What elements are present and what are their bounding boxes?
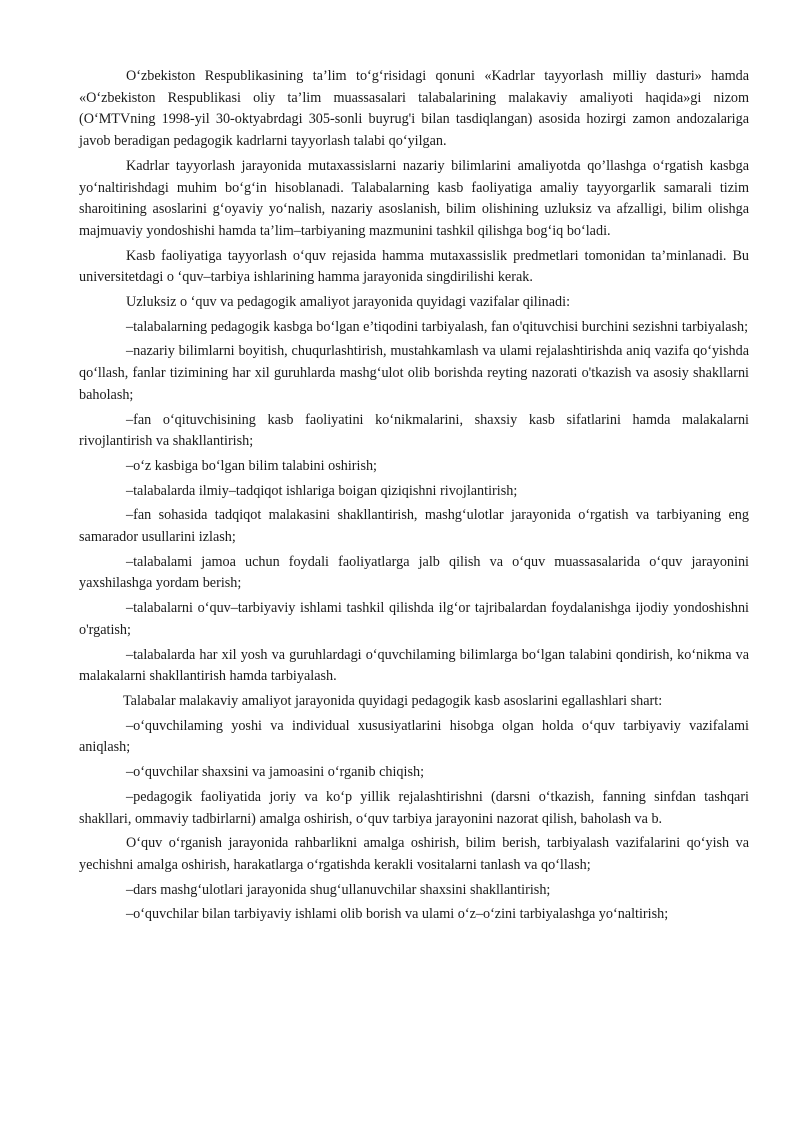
paragraph-guidance: O‘quv o‘rganish jarayonida rahbarlikni amalga oshirish, bilim berish, tarbiyalash vazifalarini qo‘yish va yechishni amalga oshirish, harakatlarga o‘rgatishda kerakli vositalarni tanlash va qo‘llash; (79, 835, 749, 873)
list-item: –o‘z kasbiga bo‘lgan bilim talabini oshirish; (126, 457, 377, 474)
list-item: –talabalarni o‘quv–tarbiyaviy ishlami tashkil qilishda ilg‘or tajribalardan foydalanishga ijodiy yondoshishni o'rgatish; (79, 600, 749, 638)
list-item: –talabalarning pedagogik kasbga bo‘lgan e’tiqodini tarbiyalash, fan o'qituvchisi burchini sezishni tarbiyalash; (126, 318, 749, 335)
paragraph-training: Kadrlar tayyorlash jarayonida mutaxassislarni nazariy bilimlarini amaliyotda qo’llashga o‘rgatish kasbga yo‘naltirishdagi muhim bo‘g‘in hisoblanadi. Talabalarning kasb faoliyatiga amaliy tayyorgarlik samarali tizim sharoitining asoslarini g‘oyaviy yo‘nalish, nazariy asoslanish, bilim olishining uzluksiz va afzalligi, bilim olishga majmuaviy yondoshishi hamda ta’lim–tarbiyaning mazmunini tashkil qilishga bog‘iq bo‘ladi. (79, 157, 749, 239)
list-item: –dars mashg‘ulotlari jarayonida shug‘ullanuvchilar shaxsini shakllantirish; (126, 881, 551, 898)
list-item: –o‘quvchilar bilan tarbiyaviy ishlami olib borish va ulami o‘z–o‘zini tarbiyalashga yo‘naltirish; (126, 906, 669, 923)
list-item: –talabalarda har xil yosh va guruhlardagi o‘quvchilaming bilimlarga bo‘lgan talabini qondirish, ko‘nikma va malakalarni shakllantirish hamda tarbiyalash. (79, 646, 749, 685)
list-item: –fan sohasida tadqiqot malakasini shakllantirish, mashg‘ulotlar jarayonida o‘rgatish va tarbiyaning eng samarador usullarini izlash; (79, 507, 749, 546)
paragraph-intro: O‘zbekiston Respublikasining ta’lim to‘g‘risidagi qonuni «Kadrlar tayyorlash milliy dasturi» hamda «O‘zbekiston Respublikasi oliy ta’lim muassasalari talabalarining malakaviy amaliyoti haqida»gi nizom (O‘MTVning 1998-yil 30-oktyabrdagi 305-sonli buyrug'i bilan tasdiqlangan) asosida hozirgi zamon andozalariga javob beradigan pedagogik kadrlarni tayyorlash talabi qo‘yilgan. (79, 68, 749, 150)
list-item: –o‘quvchilar shaxsini va jamoasini o‘rganib chiqish; (126, 764, 425, 781)
paragraph-tasks-heading: Uzluksiz o ‘quv va pedagogik amaliyot jarayonida quyidagi vazifalar qilinadi: (126, 294, 571, 311)
list-item: –talabalami jamoa uchun foydali faoliyatlarga jalb qilish va o‘quv muassasalarida o‘quv jarayonini yaxshilashga yordam berish; (79, 553, 749, 592)
list-item: –o‘quvchilaming yoshi va individual xususiyatlarini hisobga olgan holda o‘quv tarbiyaviy vazifalami aniqlash; (79, 717, 749, 756)
paragraph-curriculum: Kasb faoliyatiga tayyorlash o‘quv rejasida hamma mutaxassislik predmetlari tomonidan ta’minlanadi. Bu universitetdagi o ‘quv–tarbiya ishlarining hamma jarayonida singdirilishi kerak. (79, 247, 749, 286)
list-item: –talabalarda ilmiy–tadqiqot ishlariga boigan qiziqishni rivojlantirish; (126, 482, 518, 499)
list-item: –nazariy bilimlarni boyitish, chuqurlashtirish, mustahkamlash va ulami rejalashtirishda aniq vazifa qo‘yishda qo‘llash, fanlar tizimining har xil guruhlarda mashg‘ulot olib borishda reyting nazorati o'tkazish va asosiy shakllarni baholash; (79, 343, 749, 403)
document-body (79, 66, 749, 929)
list-item: –fan o‘qituvchisining kasb faoliyatini ko‘nikmalarini, shaxsiy kasb sifatlarini hamda malakalarni rivojlantirish va shakllantirish; (79, 411, 749, 450)
paragraph-requirements-heading: Talabalar malakaviy amaliyot jarayonida quyidagi pedagogik kasb asoslarini egallashlari shart: (123, 692, 663, 709)
list-item: –pedagogik faoliyatida joriy va ko‘p yillik rejalashtirishni (darsni o‘tkazish, fanning sinfdan tashqari shakllari, ommaviy tadbirlarni) amalga oshirish, o‘quv tarbiya jarayonini nazorat qilish, baholash va b. (79, 788, 749, 827)
